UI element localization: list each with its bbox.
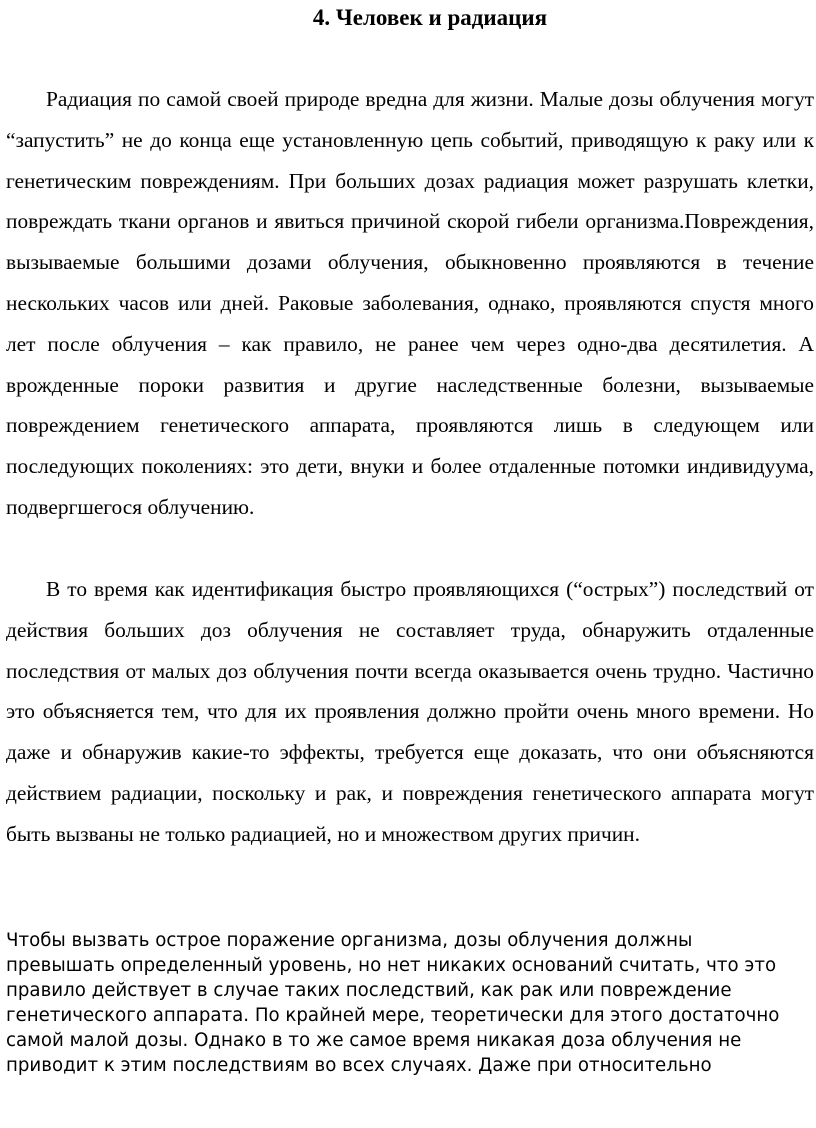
paragraph-3: Чтобы вызвать острое поражение организма, дозы облучения должны превышать определенный уровень, но нет никаких оснований считать, что это правило действует в случае таких последствий, как рак или повреждение генетического аппарата. По крайней мере, теоретически для этого достаточно самой малой дозы. Однако в то же самое время никакая доза облучения не приводит к этим последствиям во всех случаях. Даже при относительно bbox=[6, 930, 780, 1076]
page-title: 4. Человек и радиация bbox=[312, 5, 548, 30]
paragraph-1: Радиация по самой своей природе вредна для жизни. Малые дозы облучения могут “запустить” не до конца еще установленную цепь событий, приводящую к раку или к генетическим повреждениям. При больших дозах радиация может разрушать клетки, повреждать ткани органов и явиться причиной скорой гибели организма.Повреждения, вызываемые большими дозами облучения, обыкновенно проявляются в течение нескольких часов или дней. Раковые заболевания, однако, проявляются спустя много лет после облучения – как правило, не ранее чем через одно-два десятилетия. А врожденные пороки развития и другие наследственные болезни, вызываемые повреждением генетического аппарата, проявляются лишь в следующем или последующих поколениях: это дети, внуки и более отдаленные потомки индивидуума, подвергшегося облучению. bbox=[6, 87, 814, 519]
paragraph-2: В то время как идентификация быстро проявляющихся (“острых”) последствий от действия больших доз облучения не составляет труда, обнаружить отдаленные последствия от малых доз облучения почти всегда оказывается очень трудно. Частично это объясняется тем, что для их проявления должно пройти очень много времени. Но даже и обнаружив какие-то эффекты, требуется еще доказать, что они объясняются действием радиации, поскольку и рак, и повреждения генетического аппарата могут быть вызваны не только радиацией, но и множеством других причин. bbox=[6, 577, 814, 846]
